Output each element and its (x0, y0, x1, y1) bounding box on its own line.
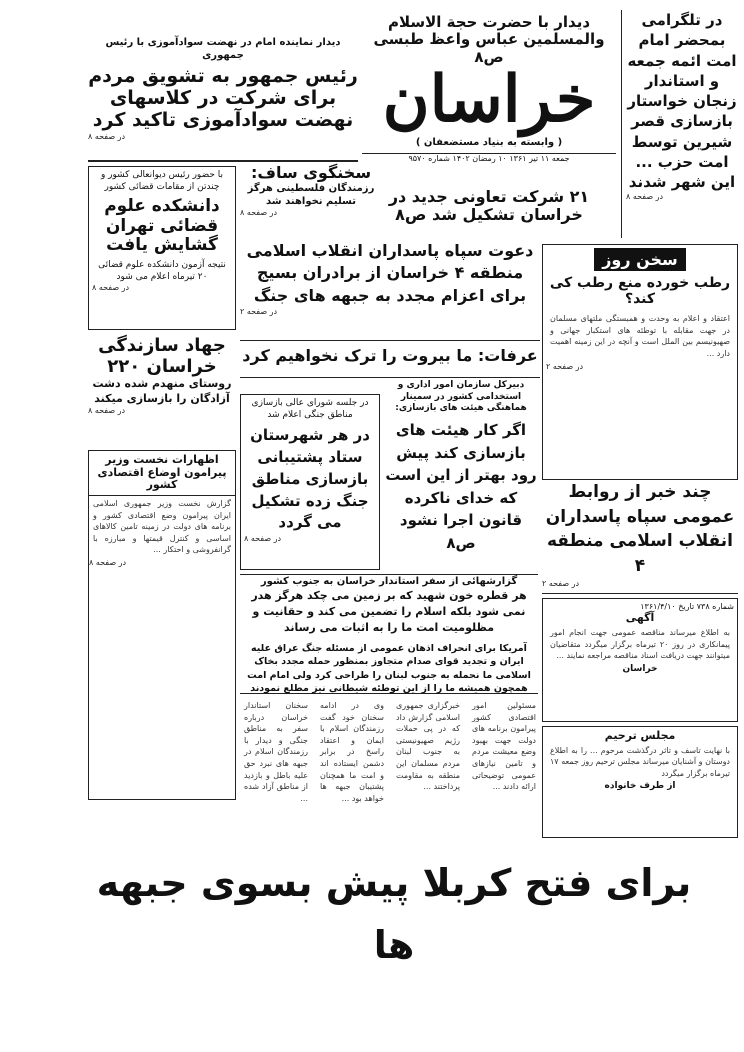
notice-header: شماره ۷۳۸ تاریخ ۱۳۶۱/۴/۱۰ (640, 602, 734, 611)
top-left-kicker: دیدار نماینده امام در نهضت سوادآموزی با رئیس جمهوری (105, 37, 341, 61)
article-column (240, 698, 312, 838)
article-column (468, 698, 540, 838)
coops-headline: ۲۱ شرکت تعاونی جدید در خراسان تشکیل شد ص۸ (388, 187, 590, 225)
irgc-news-ref: در صفحه ۲ (542, 578, 580, 588)
masthead-dateline: جمعه ۱۱ تیر ۱۳۶۱ ۱۰ رمضان ۱۴۰۲ شماره ۹۵۷۰ (408, 154, 570, 163)
faculty-kicker: با حضور رئیس دیوانعالی کشور و چندتن از مقامات قضائی کشور (100, 170, 224, 192)
column-text: وی در ادامه سخنان خود گفت رزمندگان اسلام با ایمان و اعتقاد راسخ در برابر دشمن ایستاده اند و امت ما همچنان پشتیبان جبهه ها خواهد بود ... (320, 701, 384, 803)
irgc-news (542, 480, 738, 594)
column-text: سخنان استاندار خراسان درباره سفر به مناطق جنگی و دیدار با رزمندگان اسلام در جبهه های نبرد حق علیه باطل و بازدید از مناطق آزاد شده ... (244, 701, 308, 803)
sokhan-rooz-body: اعتقاد و اعلام به وحدت و همبستگی ملتهای مسلمان در جهت مقابله با توطئه های استکبار جهانی و صهیونیسم بین الملل است و آنچه در این زمینه اهمیت دارد ... (550, 314, 730, 358)
sokhan-rooz-ref: در صفحه ۲ (546, 361, 584, 371)
reconstruction-kicker: در جلسه شورای عالی بازسازی مناطق جنگی اعلام شد (251, 398, 369, 420)
committees-news (384, 380, 538, 570)
reconstruction-ref: در صفحه ۸ (244, 534, 282, 544)
faculty-ref: در صفحه ۸ (92, 283, 130, 293)
reconstruction-headline: در هر شهرستان ستاد پشتیبانی بازسازی مناطق جنگ زده تشکیل می گردد (250, 426, 370, 532)
notice-box (542, 598, 738, 722)
irgc-invite-news (240, 240, 540, 338)
irgc-invite-headline: دعوت سپاه پاسداران انقلاب اسلامی منطقه ۴ خراسان از برادران بسیج برای اعزام مجدد به جبهه های جنگ (246, 241, 534, 305)
faculty-note: نتیجه آزمون دانشکده علوم قضائی ۲۰ تیرماه اعلام می شود (98, 260, 226, 282)
top-left-news (88, 36, 358, 156)
pm-ref: در صفحه ۸ (89, 557, 127, 567)
jihad-headline-1: جهاد سازندگی (98, 335, 226, 356)
masthead-title: خراسان (382, 62, 596, 137)
top-left-ref: در صفحه ۸ (88, 131, 126, 141)
irgc-news-headline: چند خبر از روابط عمومی سپاه پاسداران انقلاب اسلامی منطقه ۴ (545, 482, 735, 576)
banner-text: برای فتح کربلا پیش بسوی جبهه ها (96, 861, 692, 967)
top-left-headline: رئیس جمهور به تشویق مردم برای شرکت در کلاسهای نهضت سوادآموزی تاکید کرد (88, 65, 358, 131)
america-news (240, 642, 538, 694)
article-column (316, 698, 388, 838)
top-right-text: در تلگرامی بمحضر امام امت ائمه جمعه و استاندار زنجان خواستار بازسازی قصر شیرین توسط امت حزب ... این شهر شدند (627, 11, 737, 191)
america-text: آمریکا برای انحراف اذهان عمومی از مسئله جنگ عراق علیه ایران و تجدید قوای صدام متجاوز بمنظور حمله مجدد بخاک اسلامی ما نحمله به جنوب لبنان را طراحی کرد ولی امام امت همچون همیشه ما را از این توطئه شیطانی نیز مطلع نمودند (247, 643, 531, 694)
top-right-news (626, 10, 738, 238)
pm-statements (88, 450, 236, 800)
faculty-headline: دانشکده علوم قضائی تهران گشایش یافت (104, 196, 220, 256)
bottom-banner (88, 852, 700, 967)
masthead-subtitle: ( وابسته به بنیاد مستضعفان ) (415, 137, 563, 148)
jihad-ref: در صفحه ۸ (88, 405, 126, 415)
top-center-news (362, 14, 616, 66)
spokesman-ref: در صفحه ۸ (240, 208, 278, 218)
jihad-sub: روستای منهدم شده دشت آزادگان را بازسازی میکند (92, 377, 232, 405)
arafat-news (240, 340, 540, 378)
sokhan-rooz-headline: رطب خورده منع رطب کی کند؟ (549, 275, 731, 308)
sokhan-rooz-tag (546, 248, 734, 271)
condolence-title: مجلس ترحیم (604, 729, 676, 742)
governor-trip-headline: هر قطره خون شهید که بر زمین می چکد هرگز هدر نمی شود بلکه اسلام را تضمین می کند و حقانیت و مظلومیت امت ما را به اثبات می رساند (251, 589, 527, 634)
condolence-footer: از طرف خانواده (604, 781, 676, 792)
top-right-ref: در صفحه ۸ (626, 192, 664, 202)
masthead (362, 62, 616, 188)
article-column (392, 698, 464, 838)
jihad-headline-2: خراسان ۲۲۰ (107, 355, 217, 377)
jihad-news (88, 336, 236, 446)
condolence-body: با نهایت تاسف و تاثر درگذشت مرحوم ... را به اطلاع دوستان و آشنایان میرساند مجلس ترحیم روز جمعه ۱۷ تیرماه برگزار میگردد (550, 745, 730, 778)
faculty-news (88, 166, 236, 330)
divider (88, 160, 358, 162)
spokesman-text: رزمندگان فلسطینی هرگز تسلیم نخواهند شد (247, 183, 375, 208)
governor-trip-kicker: گزارشهائی از سفر استاندار خراسان به جنوب کشور (260, 576, 518, 587)
coops-news (362, 188, 616, 238)
arafat-headline: عرفات: ما بیروت را ترک نخواهیم کرد (242, 346, 538, 365)
reconstruction-news (240, 394, 380, 570)
committees-headline: اگر کار هیئت های بازسازی کند پیش رود بهتر از این است که خدای ناکرده قانون اجرا نشود ص۸ (385, 421, 537, 552)
sokhan-rooz-label: سخن روز (594, 248, 686, 271)
column-text: خبرگزاری جمهوری اسلامی گزارش داد که در پی حملات رژیم صهیونیستی به جنوب لبنان مردم مسلمان این منطقه به مقاومت پرداختند ... (396, 701, 460, 792)
spokesman-headline: سخنگوی ساف: (250, 163, 372, 182)
spokesman-news (240, 164, 382, 236)
sokhan-rooz-box (542, 244, 738, 480)
governor-trip-news (240, 574, 538, 640)
pm-headline: اظهارات نخست وزیر پیرامون اوضاع اقتصادی کشور (89, 451, 235, 496)
pm-body: گزارش نخست وزیر جمهوری اسلامی ایران پیرامون وضع اقتصادی کشور و برنامه های دولت در زمینه تامین کالاهای اساسی و کنترل قیمتها و مبارزه با گرانفروشی و احتکار ... (93, 498, 231, 555)
condolence-box (542, 726, 738, 838)
committees-kicker: دبیرکل سازمان امور اداری و استخدامی کشور در سمینار هماهنگی هیئت های بازسازی: (395, 380, 527, 414)
irgc-invite-ref: در صفحه ۲ (240, 307, 278, 317)
notice-body: به اطلاع میرساند مناقصه عمومی جهت انجام امور پیمانکاری در روز ۲۰ تیرماه برگزار میگردد متقاضیان میتوانند جهت دریافت اسناد مناقصه مراجعه نمایند ... (550, 628, 731, 661)
top-center-text: دیدار با حضرت حجة الاسلام والمسلمین عباس واعظ طبسی ص۸ (373, 13, 605, 66)
divider (621, 10, 623, 238)
notice-footer: خراسان (622, 663, 658, 674)
notice-title: آگهی (625, 611, 655, 625)
column-text: مسئولین امور اقتصادی کشور پیرامون برنامه های دولت جهت بهبود وضع معیشت مردم و تامین نیازهای عمومی توضیحاتی ارائه دادند ... (472, 701, 536, 792)
